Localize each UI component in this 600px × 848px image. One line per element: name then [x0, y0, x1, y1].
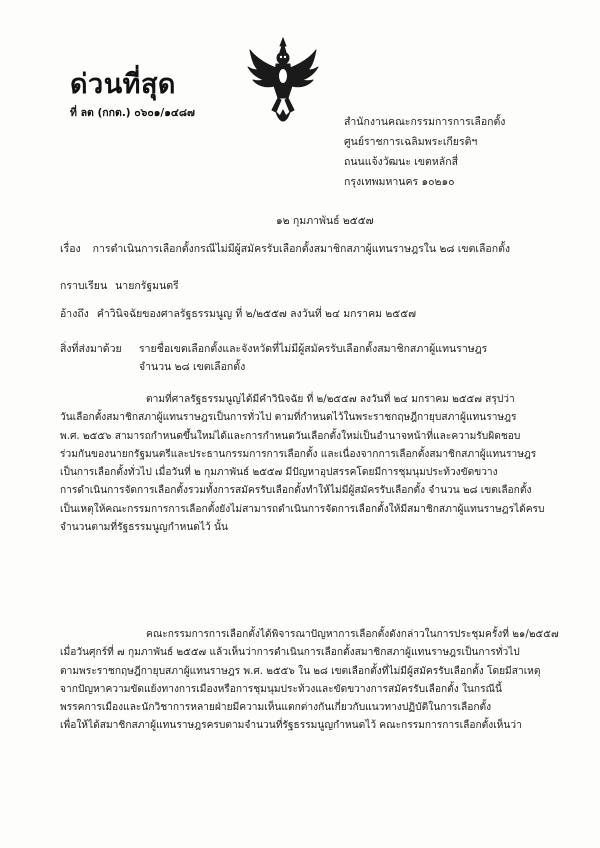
paragraph-line: เพื่อให้ได้สมาชิกสภาผู้แทนราษฎรครบตามจำนวนที่รัฐธรรมนูญกำหนดไว้ คณะกรรมการการเลือกตั้งเห็นว่า	[60, 720, 522, 732]
paragraph-line: วันเลือกตั้งสมาชิกสภาผู้แทนราษฎรเป็นการทั่วไป ตามที่กำหนดไว้ในพระราชกฤษฎีกายุบสภาผู้แทนราษฎร	[60, 412, 517, 424]
recipient-row	[60, 277, 179, 294]
document-date: ๑๒ กุมภาพันธ์ ๒๕๕๗	[276, 215, 374, 227]
paragraph-line: ตามที่ศาลรัฐธรรมนูญได้มีคำวินิจฉัย ที่ ๒/๒๕๕๗ ลงวันที่ ๒๔ มกราคม ๒๕๕๗ สรุปว่า	[146, 394, 515, 405]
subject-label: เรื่อง	[60, 243, 81, 255]
paragraph-line: ตามพระราชกฤษฎีกายุบสภาผู้แทนราษฎร พ.ศ. ๒๕๕๖ ใน ๒๘ เขตเลือกตั้งที่ไม่มีผู้สมัครรับเลือกตั้ง โดยมีสาเหตุ	[60, 665, 541, 677]
enclosure-line: รายชื่อเขตเลือกตั้งและจังหวัดที่ไม่มีผู้สมัครรับเลือกตั้งสมาชิกสภาผู้แทนราษฎร	[139, 343, 488, 355]
urgency-heading: ด่วนที่สุด	[70, 69, 176, 100]
body-paragraph-2	[60, 626, 560, 736]
reference-row	[60, 305, 416, 322]
enclosure-value	[139, 340, 487, 376]
paragraph-line: การดำเนินการจัดการเลือกตั้งรวมทั้งการสมัครรับเลือกตั้งทำให้ไม่มีผู้สมัครรับเลือกตั้ง จำนวน ๒๘ เขตเลือกตั้ง	[60, 485, 532, 497]
issuing-office-address	[344, 112, 505, 192]
reference-value: คำวินิจฉัยของศาลรัฐธรรมนูญ ที่ ๒/๒๕๕๗ ลงวันที่ ๒๔ มกราคม ๒๕๕๗	[96, 308, 417, 320]
recipient-label: กราบเรียน	[60, 280, 108, 292]
enclosure-label: สิ่งที่ส่งมาด้วย	[60, 343, 122, 355]
enclosure-line: จำนวน ๒๘ เขตเลือกตั้ง	[139, 361, 246, 373]
body-paragraph-1	[60, 391, 560, 537]
office-line: ถนนแจ้งวัฒนะ เขตหลักสี่	[344, 156, 459, 168]
paragraph-line: พ.ศ. ๒๕๕๖ สามารถกำหนดขึ้นใหม่ได้และการกำหนดวันเลือกตั้งใหม่เป็นอำนาจหน้าที่และความรับผิดชอบ	[60, 430, 521, 442]
paragraph-line: จำนวนตามที่รัฐธรรมนูญกำหนดไว้ นั้น	[60, 522, 228, 534]
paragraph-line: พรรคการเมืองและนักวิชาการหลายฝ่ายมีความเห็นแตกต่างกันเกี่ยวกับแนวทางปฏิบัติในการเลือกตั้ง	[60, 702, 492, 714]
paragraph-line: เมื่อวันศุกร์ที่ ๗ กุมภาพันธ์ ๒๕๕๗ แล้วเห็นว่าการดำเนินการเลือกตั้งสมาชิกสภาผู้แทนราษฎรเป็นการทั่วไป	[60, 647, 520, 659]
reference-label: อ้างถึง	[60, 308, 89, 320]
enclosure-row	[60, 340, 122, 357]
paragraph-line: คณะกรรมการการเลือกตั้งได้พิจารณาปัญหาการเลือกตั้งดังกล่าวในการประชุมครั้งที่ ๒๑/๒๕๕๗	[146, 629, 559, 640]
reference-number: ที่ ลต (กกต.) ๐๖๐๑/๑๔๘๗	[70, 107, 195, 119]
paragraph-line: เป็นเหตุให้คณะกรรมการการเลือกตั้งยังไม่สามารถดำเนินการจัดการเลือกตั้งให้มีสมาชิกสภาผู้แทนราษฎรได้ครบ	[60, 503, 545, 515]
subject-row	[60, 240, 510, 257]
garuda-emblem-icon	[246, 36, 320, 128]
paragraph-line: เป็นการเลือกตั้งทั่วไป เมื่อวันที่ ๒ กุมภาพันธ์ ๒๕๕๗ มีปัญหาอุปสรรคโดยมีการชุมนุมประท้วงขัดขวาง	[60, 467, 498, 479]
paragraph-line: ร่วมกันของนายกรัฐมนตรีและประธานกรรมการการเลือกตั้ง และเนื่องจากการเลือกตั้งสมาชิกสภาผู้แทนราษฎร	[60, 448, 537, 460]
subject-value: การดำเนินการเลือกตั้งกรณีไม่มีผู้สมัครรับเลือกตั้งสมาชิกสภาผู้แทนราษฎรใน ๒๘ เขตเลือกตั้ง	[92, 243, 511, 255]
office-line: ศูนย์ราชการเฉลิมพระเกียรติฯ	[344, 136, 478, 148]
office-line: สำนักงานคณะกรรมการการเลือกตั้ง	[344, 116, 506, 128]
office-line: กรุงเทพมหานคร ๑๐๒๑๐	[344, 176, 455, 188]
paragraph-line: จากปัญหาความขัดแย้งทางการเมืองหรือการชุมนุมประท้วงและขัดขวางการสมัครรับเลือกตั้ง ในกรณีนี้	[60, 683, 502, 695]
recipient-value: นายกรัฐมนตรี	[115, 280, 179, 292]
